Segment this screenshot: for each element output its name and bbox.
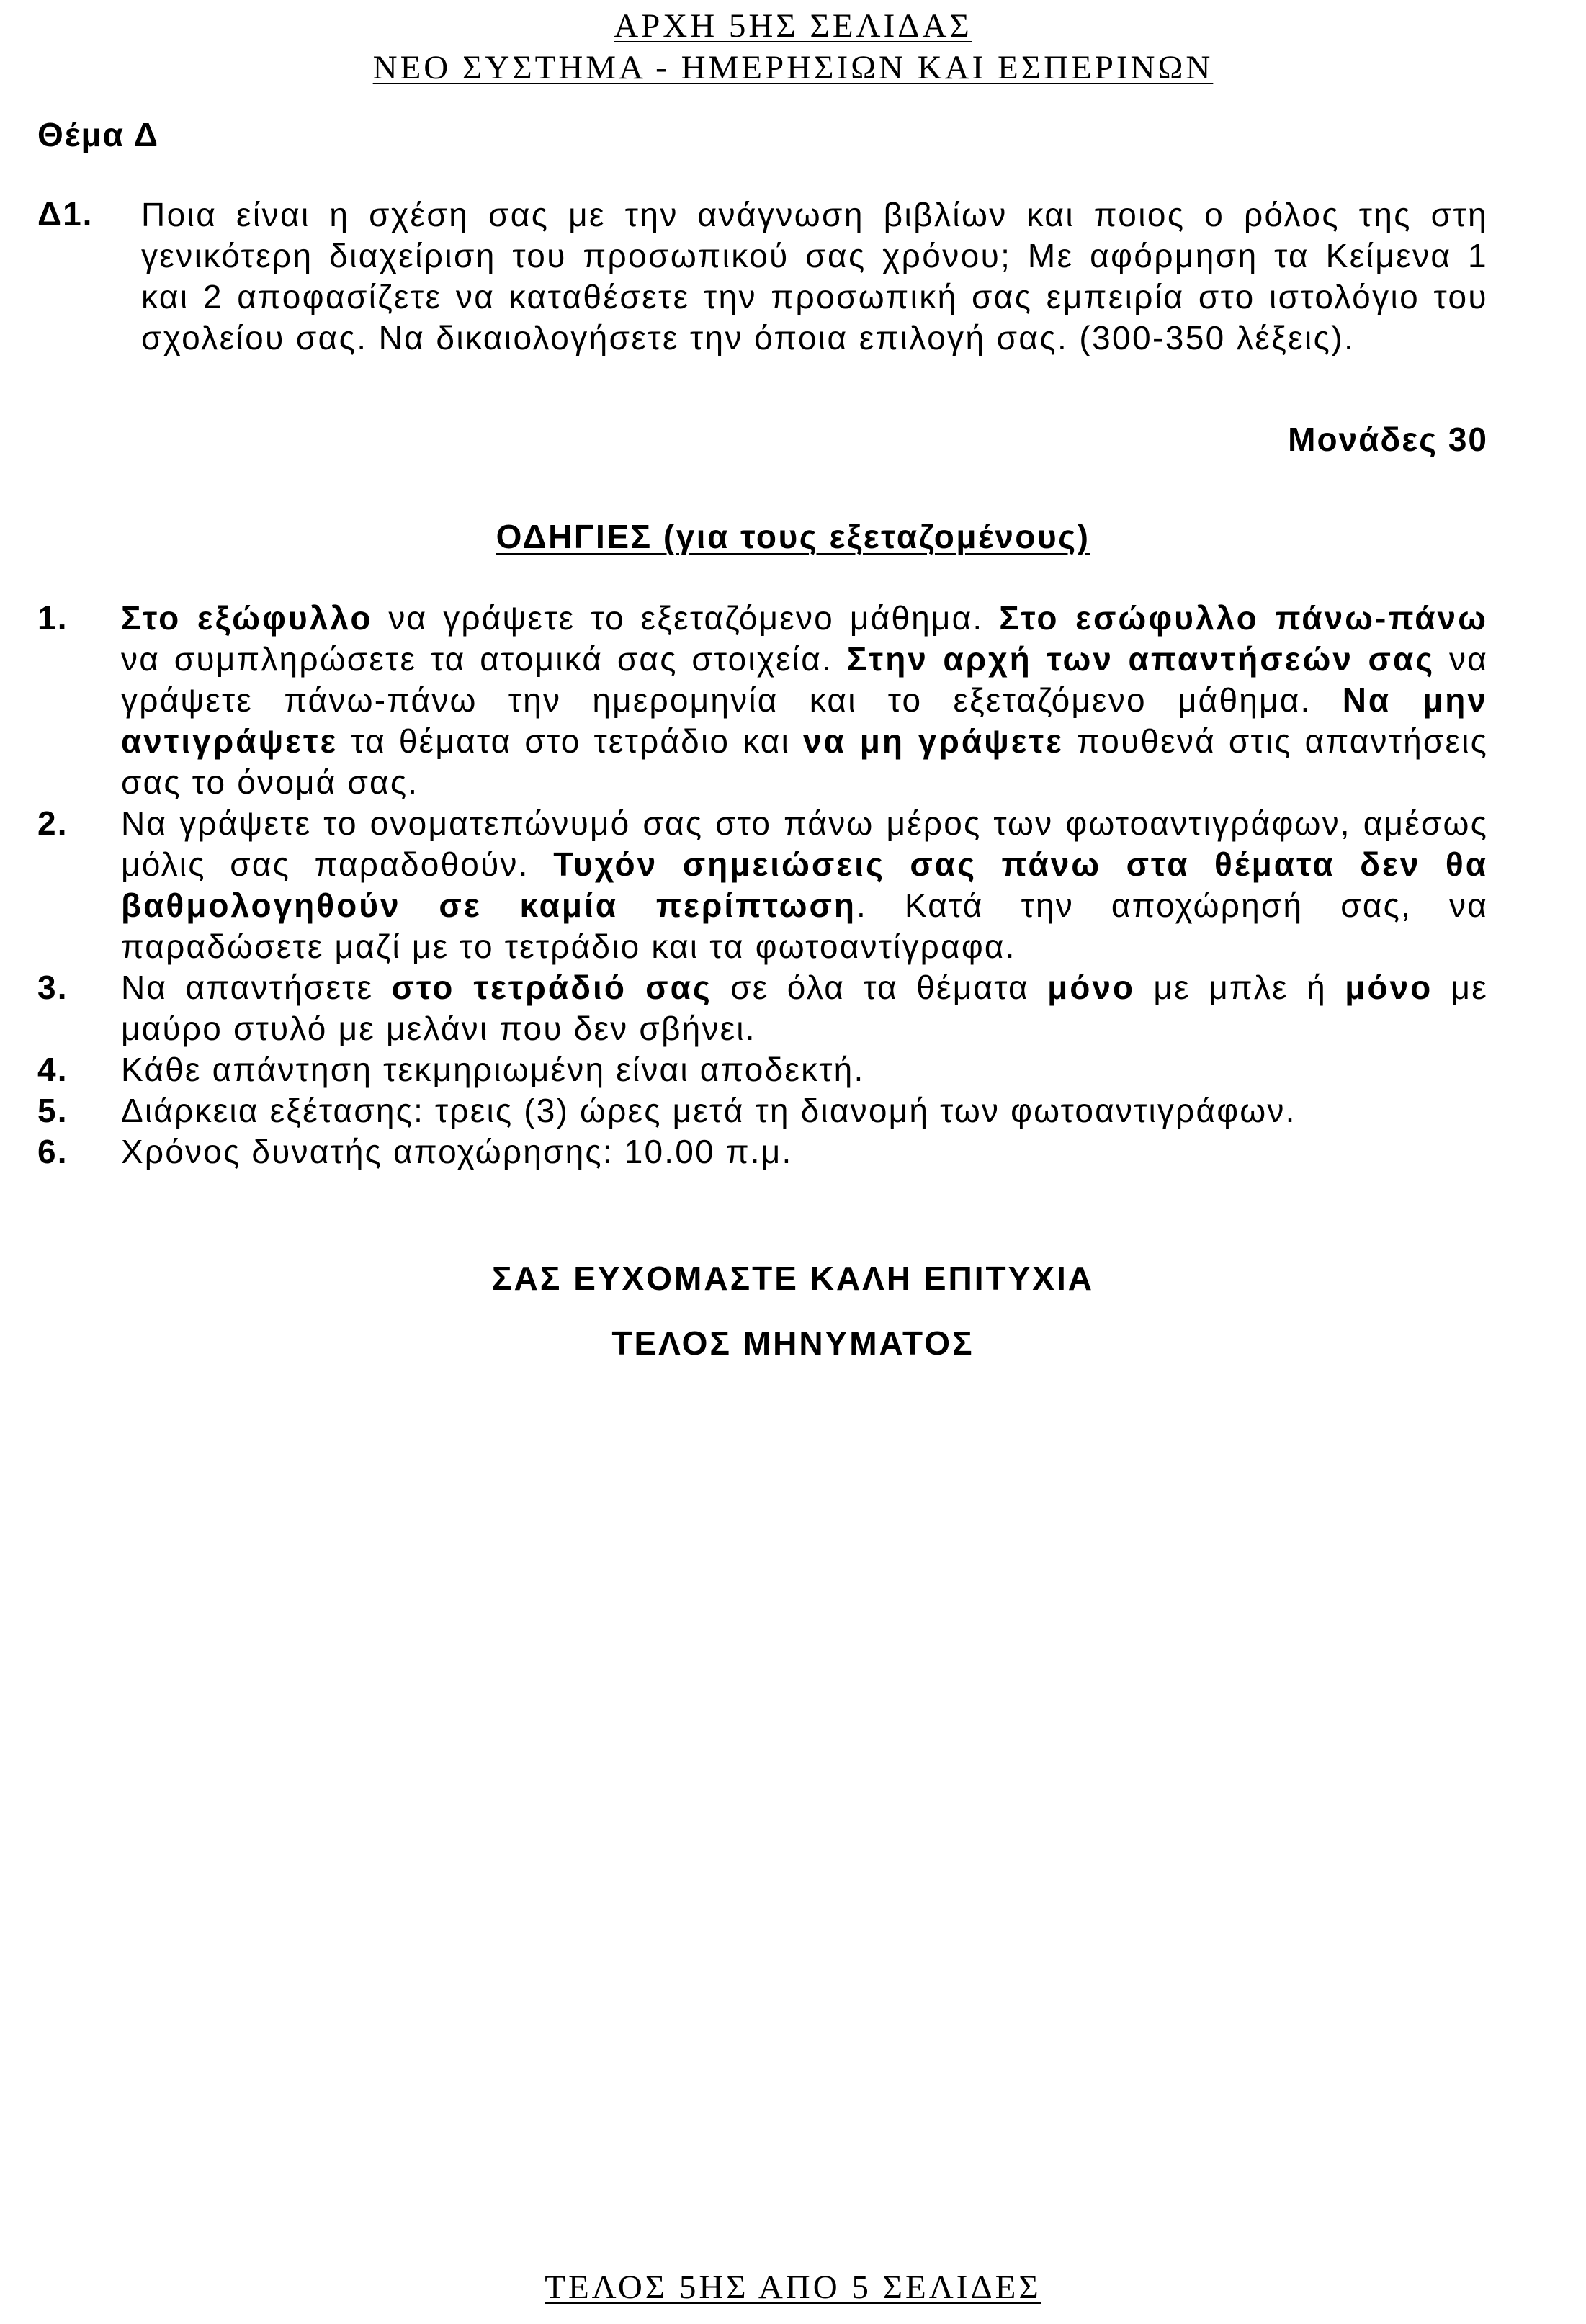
emphasis-text: να μη γράψετε	[803, 722, 1064, 760]
instruction-item	[37, 598, 1488, 803]
topic-title: Θέμα Δ	[37, 116, 160, 153]
instruction-text: Διάρκεια εξέτασης: τρεις (3) ώρες μετά τη διανομή των φωτοαντιγράφων.	[121, 1092, 1296, 1129]
emphasis-text: μόνο	[1047, 969, 1136, 1006]
emphasis-text: Να μην αντιγράψετε	[121, 681, 1488, 760]
instruction-text: Να απαντήσετε στο τετράδιό σας σε όλα τα θέματα μόνο με μπλε ή μόνο με μαύρο στυλό με μελάνι που δεν σβήνει.	[121, 969, 1488, 1047]
instruction-text: Χρόνος δυνατής αποχώρησης: 10.00 π.μ.	[121, 1133, 793, 1170]
emphasis-text: στο τετράδιό σας	[391, 969, 712, 1006]
instruction-item	[37, 967, 1488, 1049]
page-header-system: ΝΕΟ ΣΥΣΤΗΜΑ - ΗΜΕΡΗΣΙΩΝ ΚΑΙ ΕΣΠΕΡΙΝΩΝ	[372, 49, 1214, 86]
instruction-text: Να γράψετε το ονοματεπώνυμό σας στο πάνω μέρος των φωτοαντιγράφων, αμέσως μόλις σας παραδοθούν. Τυχόν σημειώσεις σας πάνω στα θέματα δεν θα βαθμολογηθούν σε καμία περίπτωση. Κατά την αποχώρησή σας, να παραδώσετε μαζί με το τετράδιο και τα φωτοαντίγραφα.	[121, 804, 1488, 965]
instructions-title: ΟΔΗΓΙΕΣ (για τους εξεταζομένους)	[496, 518, 1090, 555]
instruction-item	[37, 1131, 1488, 1172]
instructions-list	[37, 598, 1488, 1172]
question-text: Ποια είναι η σχέση σας με την ανάγνωση βιβλίων και ποιος ο ρόλος της στη γενικότερη διαχείριση του προσωπικού σας χρόνου; Με αφόρμηση τα Κείμενα 1 και 2 αποφασίζετε να καταθέσετε την προσωπική σας εμπειρία στο ιστολόγιο του σχολείου σας. Να δικαιολογήσετε την όποια επιλογή σας. (300-350 λέξεις).	[141, 196, 1488, 356]
emphasis-text: μόνο	[1345, 969, 1433, 1006]
page-footer: ΤΕΛΟΣ 5ΗΣ ΑΠΟ 5 ΣΕΛΙΔΕΣ	[545, 2269, 1041, 2306]
question-number: Δ1.	[37, 195, 94, 233]
instruction-number: 5.	[37, 1092, 68, 1129]
instruction-number: 2.	[37, 804, 68, 842]
page-header-start: ΑΡΧΗ 5ΗΣ ΣΕΛΙΔΑΣ	[614, 7, 972, 45]
instruction-number: 1.	[37, 599, 68, 637]
closing-wish: ΣΑΣ ΕΥΧΟΜΑΣΤΕ ΚΑΛΗ ΕΠΙΤΥΧΙΑ	[491, 1260, 1094, 1297]
instruction-item	[37, 1049, 1488, 1090]
emphasis-text: Τυχόν σημειώσεις σας πάνω στα θέματα δεν θα βαθμολογηθούν σε καμία περίπτωση	[121, 845, 1488, 924]
emphasis-text: Στο εσώφυλλο πάνω-πάνω	[999, 599, 1488, 637]
instruction-item	[37, 1090, 1488, 1131]
instruction-text: Κάθε απάντηση τεκμηριωμένη είναι αποδεκτή.	[121, 1051, 865, 1088]
instruction-item	[37, 803, 1488, 967]
instruction-text: Στο εξώφυλλο να γράψετε το εξεταζόμενο μάθημα. Στο εσώφυλλο πάνω-πάνω να συμπληρώσετε τα ατομικά σας στοιχεία. Στην αρχή των απαντήσεών σας να γράψετε πάνω-πάνω την ημερομηνία και το εξεταζόμενο μάθημα. Να μην αντιγράψετε τα θέματα στο τετράδιο και να μη γράψετε πουθενά στις απαντήσεις σας το όνομά σας.	[121, 599, 1488, 801]
instruction-number: 3.	[37, 969, 68, 1006]
instruction-number: 6.	[37, 1133, 68, 1170]
emphasis-text: Στο εξώφυλλο	[121, 599, 373, 637]
question-marks: Μονάδες 30	[1288, 421, 1488, 458]
instruction-number: 4.	[37, 1051, 68, 1088]
emphasis-text: Στην αρχή των απαντήσεών σας	[846, 640, 1435, 678]
closing-end-message: ΤΕΛΟΣ ΜΗΝΥΜΑΤΟΣ	[611, 1324, 975, 1362]
